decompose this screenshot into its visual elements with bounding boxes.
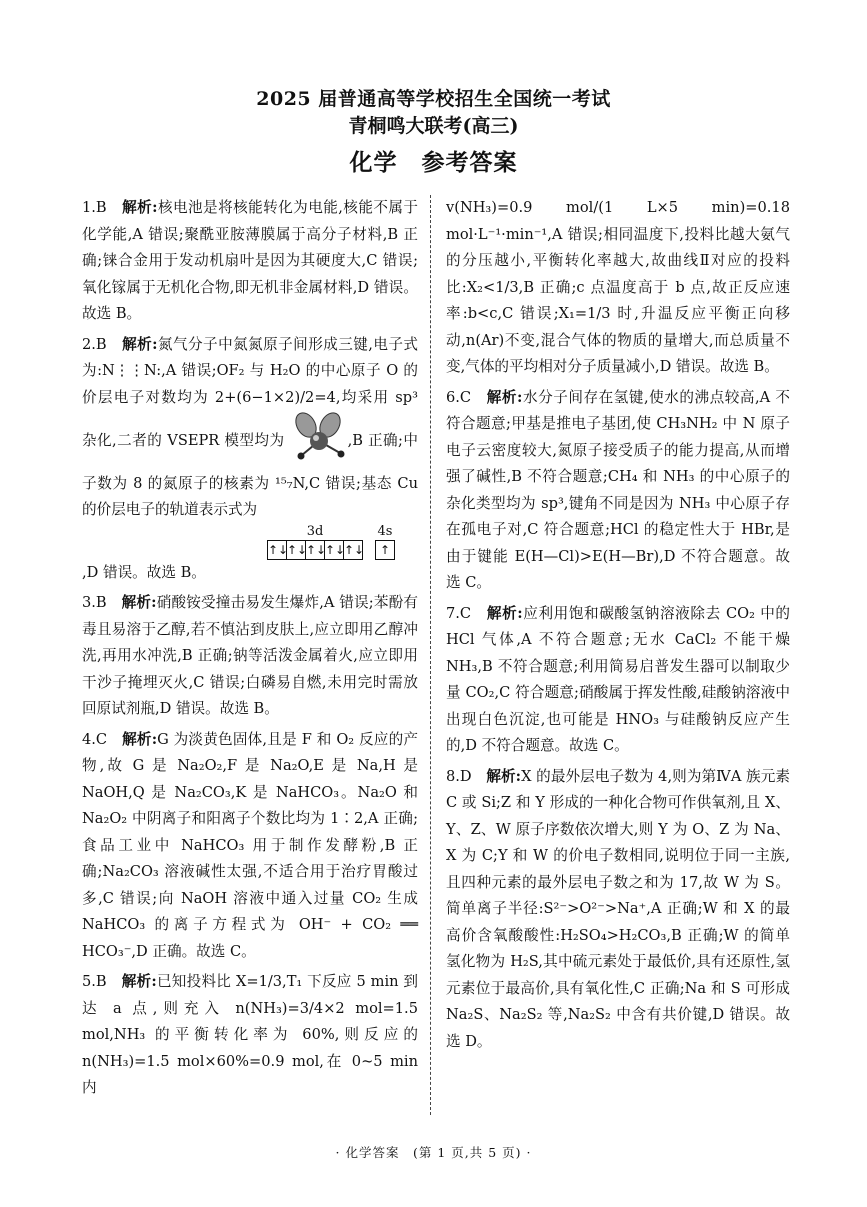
analysis-tag: 解析:: [486, 604, 523, 622]
question-7: [446, 601, 790, 760]
orbital-box: ↑↓: [268, 542, 289, 557]
question-number: 2.B: [82, 335, 107, 353]
analysis-tag: 解析:: [486, 767, 522, 785]
left-column: [82, 195, 418, 1106]
orbital-box: ↑↓: [306, 542, 327, 557]
exam-subtitle: 青桐鸣大联考(高三): [348, 115, 519, 137]
question-number: 6.C: [446, 388, 472, 406]
analysis-tag: 解析:: [122, 730, 158, 748]
right-column: [446, 195, 790, 1059]
question-text: 水分子间存在氢键,使水的沸点较高,A 不符合题意;甲基是推电子基团,使 CH₃NH₂ 中 N 原子电子云密度较大,氮原子接受质子的能力提高,从而增强了碱性,B 不符合题意;CH₄ 和 NH₃ 的中心原子的杂化类型均为 sp³,键角不同是因为 NH₃ 中心原子存在孤电子对,C 符合题意;HCl 的稳定性大于 HBr,是由于键能 E(H—Cl)>E(H—Br),D 不符合题意。故选 C。: [446, 388, 790, 591]
question-text: 核电池是将核能转化为电能,核能不属于化学能,A 错误;聚酰亚胺薄膜属于高分子材料,B 正确;铼合金用于发动机扇叶是因为其硬度大,C 错误;氧化镓属于无机化合物,即无机非金属材料,D 错误。故选 B。: [82, 199, 418, 322]
question-number: 3.B: [82, 594, 107, 611]
question-text: ,B 正确;中子数为 8 的氮原子的核素为 ¹⁵₇N,C 错误;基态 Cu 的价层电子的轨道表示式为: [82, 431, 419, 518]
question-number: 1.B: [82, 199, 107, 216]
question-3: [82, 590, 418, 723]
page-title: 化学 参考答案: [349, 149, 518, 176]
question-8: [446, 764, 790, 1056]
question-6: [446, 385, 790, 597]
question-text: X 的最外层电子数为 4,则为第ⅣA 族元素 C 或 Si;Z 和 Y 形成的一种化合物可作供氧剂,且 X、Y、Z、W 原子序数依次增大,则 Y 为 O、Z 为 Na、X 为 C;Y 和 W 的价电子数相同,说明位于同一主族,且四种元素的最外层电子数之和为 17,故 W 为 S。简单离子半径:S²⁻>O²⁻>Na⁺,A 正确;W 和 X 的最高价含氧酸酸性:H₂SO₄>H₂CO₃,B 正确;W 的简单氢化物为 H₂S,其中硫元素处于最低价,具有还原性,氢元素位于最高价,具有氧化性,C 正确;Na 和 S 可形成 Na₂S、Na₂S₂ 等,Na₂S₂ 中含有共价键,D 错误。故选 D。: [446, 767, 790, 1050]
orbital-box: ↑: [379, 542, 391, 557]
question-5: [82, 969, 418, 1102]
vsepr-model-icon: [290, 411, 348, 471]
question-1: [82, 195, 418, 328]
column-divider: [430, 195, 432, 1115]
orbital-label-3d: 3d: [306, 523, 324, 539]
question-number: 5.B: [82, 973, 107, 990]
orbital-box: ↑↓: [325, 542, 346, 557]
question-text: 氮气分子中氮氮原子间形成三键,电子式为:N⋮⋮N:,A 错误;OF₂ 与 H₂O 的中心原子 O 的价层电子对数均为 2+(6−1×2)/2=4,均采用 sp³ 杂化,二者的 VSEPR 模型均为: [82, 335, 418, 449]
orbital-diagram: [82, 524, 418, 560]
orbital-3d: [267, 524, 363, 560]
analysis-tag: 解析:: [121, 594, 157, 611]
question-number: 4.C: [82, 730, 108, 748]
question-text: G 为淡黄色固体,且是 F 和 O₂ 反应的产物,故 G 是 Na₂O₂,F 是 Na₂O,E 是 Na,H 是 NaOH,Q 是 Na₂CO₃,K 是 NaHCO₃。Na₂O 和 Na₂O₂ 中阴离子和阳离子个数比均为 1∶2,A 正确;食品工业中 NaHCO₃ 用于制作发酵粉,B 正确;Na₂CO₃ 溶液碱性太强,不适合用于治疗胃酸过多,C 错误;向 NaOH 溶液中通入过量 CO₂ 生成 NaHCO₃ 的离子方程式为 OH⁻ + CO₂ ══ HCO₃⁻,D 正确。故选 C。: [82, 730, 418, 960]
question-4: [82, 727, 418, 966]
page-footer: · 化学答案 (第 1 页,共 5 页) ·: [335, 1145, 532, 1160]
orbital-label-4s: 4s: [377, 523, 393, 539]
question-text: v(NH₃)=0.9 mol/(1 L×5 min)=0.18 mol·L⁻¹·min⁻¹,A 错误;相同温度下,投料比越大氨气的分压越小,平衡转化率越大,故曲线Ⅱ对应的投料比:X₂<1/3,B 正确;c 点温度高于 b 点,故正反应速率:b<c,C 错误;X₁=1/3 时,升温反应平衡正向移动,n(Ar)不变,混合气体的物质的量增大,而总质量不变,气体的平均相对分子质量减小,D 错误。故选 B。: [446, 199, 790, 375]
question-text: 硝酸铵受撞击易发生爆炸,A 错误;苯酚有毒且易溶于乙醇,若不慎沾到皮肤上,应立即用乙醇冲洗,再用水冲洗,B 正确;钠等活泼金属着火,应立即用干沙子掩埋灭火,C 错误;白磷易自燃,未用完时需放回原试剂瓶,D 错误。故选 B。: [82, 594, 418, 717]
orbital-box: ↑↓: [287, 542, 308, 557]
analysis-tag: 解析:: [486, 388, 523, 406]
question-text: ,D 错误。故选 B。: [82, 563, 206, 581]
orbital-box: ↑↓: [344, 542, 365, 557]
question-text: 已知投料比 X=1/3,T₁ 下反应 5 min 到达 a 点,则充入 n(NH₃)=3/4×2 mol=1.5 mol,NH₃ 的平衡转化率为 60%,则反应的 n(NH₃)=1.5 mol×60%=0.9 mol,在 0~5 min 内: [82, 973, 418, 1096]
orbital-4s: [375, 524, 395, 560]
question-5-continued: [446, 195, 790, 381]
question-number: 7.C: [446, 604, 472, 622]
exam-title: 2025 届普通高等学校招生全国统一考试: [256, 88, 611, 110]
analysis-tag: 解析:: [122, 199, 158, 216]
question-text: 应利用饱和碳酸氢钠溶液除去 CO₂ 中的 HCl 气体,A 不符合题意;无水 CaCl₂ 不能干燥 NH₃,B 不符合题意;利用简易启普发生器可以制取少量 CO₂,C 符合题意;硝酸属于挥发性酸,硅酸钠溶液中出现白色沉淀,也可能是 HNO₃ 与硅酸钠反应产生的,D 不符合题意。故选 C。: [446, 604, 790, 754]
analysis-tag: 解析:: [122, 335, 158, 353]
question-number: 8.D: [446, 767, 472, 785]
question-2: [82, 332, 418, 587]
analysis-tag: 解析:: [121, 973, 157, 990]
